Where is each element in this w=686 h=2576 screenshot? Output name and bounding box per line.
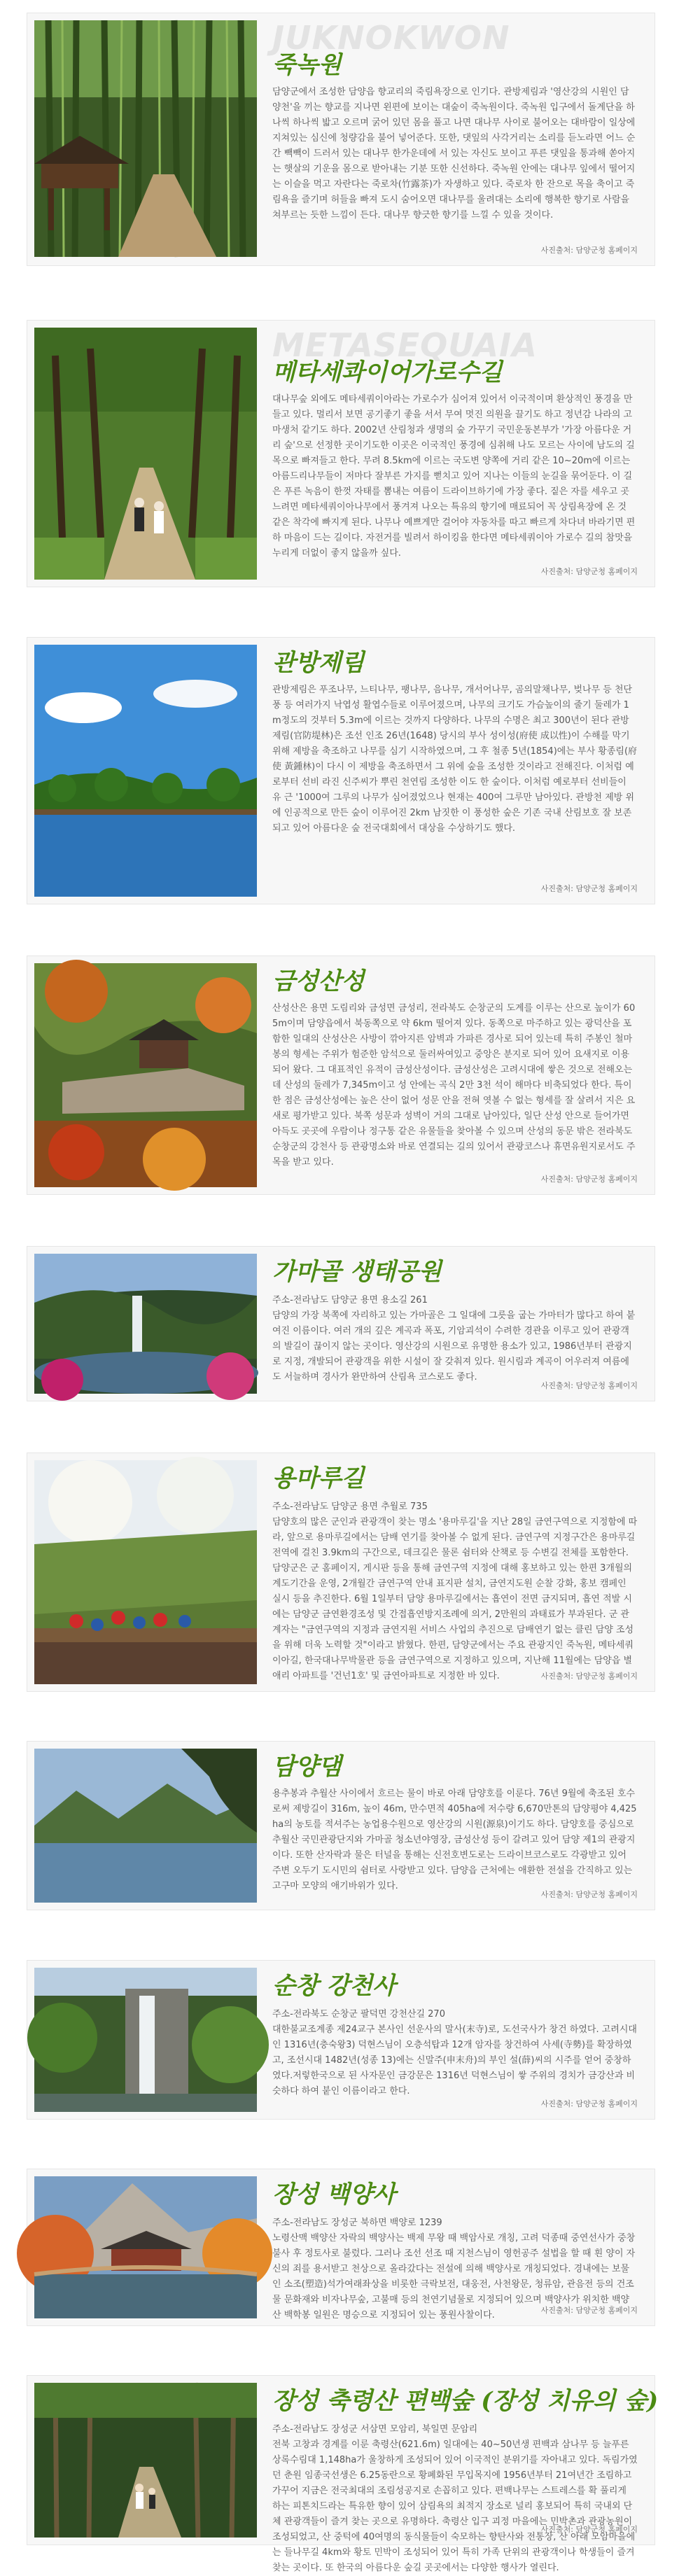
chungnyeongsan-photo <box>34 2383 257 2538</box>
section-damyangdam <box>27 1741 655 1910</box>
section-gangcheonsa <box>27 1960 655 2120</box>
baegyangsa-photo <box>34 2176 257 2318</box>
section-title: 금성산성 <box>272 967 365 995</box>
photo-credit: 사진출처: 담양군청 홈페이지 <box>540 2306 638 2315</box>
photo-credit: 사진출처: 담양군청 홈페이지 <box>540 2099 638 2108</box>
gamagol-photo <box>34 1254 257 1394</box>
section-description: 대나무숲 외에도 메타세쿼이아라는 가로수가 심어져 있어서 이국적이며 환상적인 풍경을 만들고 있다. 멀리서 보면 공기좋기 좋을 서서 무여 멋진 의원을 끌기도 하고 정년감 나라의 고마생처 같기도 하다. 2002년 산림청과 생명의 숲 가꾸기 국민운동본부가 '가장 아름다운 거리 숲'으로 선정한 곳이기도한 이곳은 이국적인 풍경에 심취해 나도 모르는 사이에 남도의 길목으로 빠져들고 한다. 무려 8.5km에 이르는 국도변 양쪽에 거리 같은 10~20m에 이르는 아름드리나무들이 저마다 잘부른 가지를 뻗치고 있어 지나는 이들의 눈길을 묶어둔다. 이 길은 푸른 녹음이 한껏 자태를 뽐내는 여름이 드라이브하기에 가장 좋다. 짙은 자를 세우고 곳느려면 메타세쿼이아나무에서 풍겨져 나오는 특유의 향기에 매료되어 꼭 상림욕장에 온 것 같은 착각에 빠지게 된다. 나무나 예쁘게만 걸어야 자동차를 따고 빠르게 차다녀 바라기면 편하 마음이 드는 길이다. 자전거를 빌려서 하이킹을 한다면 메타세쿼이아 가로수 길의 참맛을 누리게 더없이 좋지 않을까 싶다. <box>272 394 636 559</box>
section-title: 용마루길 <box>272 1464 365 1492</box>
section-description: 용추봉과 추월산 사이에서 흐르는 물이 바로 아래 담양호를 이룬다. 76년 9월에 축조된 호수로써 제방길이 316m, 높이 46m, 만수면적 405ha에 저수량 6,670만톤의 담양평야 4,425ha의 농토를 적셔주는 농업용수원으로 영산강의 시원(源泉)이기도 하다. 담양호를 중심으로 추월산 국민관광단지와 가마골 청소년야영장, 금성산성 등이 갈려고 있어 담양 제1의 관광지이다. 또한 산자락과 물은 터널을 통해는 신전호변도로는 드라이브코스로도 각광받고 있어 주변 오두기 도시민의 쉼터로 사랑받고 있다. 담양읍 근처에는 애환한 전설을 간직하고 있는 고구마 모양의 애기바위가 있다. <box>272 1788 637 1891</box>
section-english-title: JUKNOKWON <box>272 19 510 57</box>
metasequoia-photo <box>34 328 257 580</box>
section-description: 전북 고창과 경계를 이룬 축령산(621.6m) 일대에는 40~50년생 편백과 삼나무 등 늘푸른 상록수림대 1,148ha가 울창하게 조성되어 있어 이국적인 분위기를 자아내고 있다. 독림가였던 춘원 임종국선생은 6.25동란으로 황폐화된 무입목지에 1956년부터 21여년간 조림하고 가꾸어 지금은 전국최대의 조림성공지로 손꼽히고 있다. 편백나무는 스트레스를 확 풀리게 하는 피톤치드라는 특유한 향이 있어 삼림욕의 최적지 장소로 널리 홍보되어 특히 국내외 단체 관광객들이 즐겨 찾는 곳으로 유명하다. 축령산 입구 괴정 마을에는 민박촌과 관광농원이 조성되었고, 산 중턱에 40여명의 동식물들이 숙모하는 향탄사와 전통장, 산 아래 모암마을에는 들나무길 4km와 황토 민박이 조성되어 있어 특히 가족 단위의 관광객이나 학생들이 즐겨 찾는 곳이다. 또 한국의 아름다운 숲길 곳곳에서는 다양한 행사가 열린다. <box>272 2440 638 2573</box>
photo-credit: 사진출처: 담양군청 홈페이지 <box>540 567 638 576</box>
section-geumseongsanseong <box>27 955 655 1195</box>
section-gwanbangjerim <box>27 637 655 904</box>
section-title: 장성 백양사 <box>272 2180 396 2208</box>
juknokwon-photo <box>34 20 257 257</box>
damyangdam-photo <box>34 1749 257 1903</box>
photo-credit: 사진출처: 담양군청 홈페이지 <box>540 1672 638 1681</box>
section-title: 관방제림 <box>272 649 365 677</box>
section-baegyangsa <box>27 2169 655 2326</box>
yongmarugil-photo <box>34 1460 257 1684</box>
photo-credit: 사진출처: 담양군청 홈페이지 <box>540 1890 638 1899</box>
section-title: 가마골 생태공원 <box>272 1258 442 1286</box>
section-metasequoia <box>27 320 655 587</box>
section-title: 장성 축령산 편백숲 (장성 치유의 숲) <box>272 2387 659 2415</box>
gwanbangjerim-photo <box>34 645 257 897</box>
section-description: 담양의 가장 북쪽에 자리하고 있는 가마골은 그 일대에 그릇을 굽는 가마터가 많다고 하여 붙여진 이름이다. 여러 개의 깊은 계곡과 폭포, 기암괴석이 수려한 경관을 이루고 있어 관광객의 발길이 끊이지 않는 곳이다. 영산강의 시원으로 유명한 용소가 있고, 1986년부터 관광지로 지정, 개발되어 관광객을 위한 시설이 잘 갖춰져 있다. 원시림과 계곡이 어우러져 여름에도 서늘하며 경사가 완만하여 산림욕 코스로도 좋다. <box>272 1310 636 1382</box>
photo-credit: 사진출처: 담양군청 홈페이지 <box>540 246 638 255</box>
section-address: 주소-전라남도 장성군 서삼면 모암리, 북일면 문암리 <box>272 2424 478 2435</box>
section-yongmarugil <box>27 1452 655 1692</box>
section-gamagol <box>27 1246 655 1401</box>
photo-credit: 사진출처: 담양군청 홈페이지 <box>540 884 638 893</box>
section-description: 대한불교조계종 제24교구 본사인 선운사의 말사(末寺)로, 도선국사가 창건 하였다. 고려시대인 1316년(충숙왕3) 덕현스님이 오층석탑과 12개 암자를 창건하여 사세(寺勢)를 확장하였고, 조선시대 1482년(성종 13)에는 신말주(申末舟)의 부인 설(薛)씨의 시주를 얻어 중창하였다.저렇한국으로 된 사자문인 금강문은 1316년 덕현스님이 쌓 주위의 경치가 금강산과 비슷하다 하여 붙인 이름이라고 한다. <box>272 2024 637 2096</box>
section-address: 주소-전라남도 담양군 용면 용소길 261 <box>272 1295 428 1306</box>
section-address: 주소-전라남도 담양군 용면 추월로 735 <box>272 1502 428 1512</box>
photo-credit: 사진출처: 담양군청 홈페이지 <box>540 1381 638 1390</box>
section-title: 담양댐 <box>272 1753 342 1781</box>
photo-credit: 사진출처: 담양군청 홈페이지 <box>540 2525 638 2534</box>
section-english-title: METASEQUAIA <box>272 326 538 364</box>
gangcheonsa-photo <box>34 1968 257 2112</box>
photo-credit: 사진출처: 담양군청 홈페이지 <box>540 1175 638 1184</box>
geumseongsanseong-photo <box>34 963 257 1187</box>
section-description: 노령산맥 백양산 자락의 백양사는 백제 무왕 때 백암사로 개칭, 고려 덕종때 중연선사가 중창 불사 후 정토사로 불렀다. 그러나 조선 선조 때 지천스님이 영헌공주 설법을 할 때 흰 양이 자신의 죄를 용서받고 천상으로 올라갔다는 전설에 의해 백양사로 개칭되었다. 경내에는 보물인 소조(塑造)석가여래좌상을 비롯한 극락보전, 대웅전, 사천왕문, 청류암, 관음전 등의 건조물 문화재와 비자나무숲, 고불매 등의 천연기념물로 지정되어 있으며 백양사가 위치한 백양산 백학봉 일원은 명승으로 지정되어 있는 풍원사찰이다. <box>272 2233 636 2320</box>
section-description: 관방제림은 푸조나무, 느티나무, 팽나무, 음나무, 개서어나무, 곰의말채나무, 벚나무 등 천단풍 등 여러가지 낙엽성 활엽수들로 이루어졌으며, 나무의 크기도 가슴높이의 줄기 둘레가 1m정도의 것부터 5.3m에 이르는 것까지 다양하다. 나무의 수명은 최고 300년이 된다 관방제림(官防堤林)은 조선 인조 26년(1648) 당시의 부사 성이성(府使 成以性)이 수해를 막기 위해 제방을 축조하고 나무를 심기 시작하였으며, 그 후 철종 5년(1854)에는 부사 황종림(府使 黃鍾林)이 다시 이 제방을 축조하면서 그 위에 숲을 조성한 것이라고 전해진다. 이처럼 예로부터 선비 라진 신주씨가 뿌린 천연림 조성한 이도 한 숲이다. 이처럼 예로부터 선비들이 유 근 '1000여 그루의 나무가 심어졌었으나 현재는 400여 그루만 남아있다. 관방천 제방 위에 인공적으로 만든 숲이 이루어진 2km 남짓한 이 풍성한 숲은 기존 국내 산림보호 잘 보존되고 있어 아름다운 숲 전국대회에서 대상을 수상하기도 했다. <box>272 685 638 834</box>
section-address: 주소-전라북도 순창군 팔덕면 강천산길 270 <box>272 2009 445 2019</box>
section-juknokwon <box>27 13 655 266</box>
section-title: 죽녹원 <box>272 51 342 79</box>
section-title: 순창 강천사 <box>272 1972 396 2000</box>
section-title: 메타세콰이어가로수길 <box>272 358 503 386</box>
section-description: 산성산은 용면 도림리와 금성면 금성리, 전라북도 순창군의 도계를 이루는 산으로 높이가 605m이며 담양읍에서 북동쪽으로 약 6km 떨어져 있다. 동쪽으로 마주하고 있는 광덕산을 포함한 일대의 산성산은 사방이 깎아지른 암벽과 가파른 경사로 되어 있는데 특히 주봉인 철마봉의 형세는 주위가 험준한 암석으로 둘러싸여있고 중앙은 분지로 되어 있어 요새지로 이용되어 왔다. 그 대표적인 유적이 금성산성이다. 금성산성은 고려시대에 쌓은 것으로 전해오는데 산성의 둘레가 7,345m이고 성 안에는 곡식 2만 3천 석이 해마다 비축되었다 한다. 특이한 점은 금성산성에는 높은 산이 없어 성문 안을 전혀 엿볼 수 없는 형세를 잘 살려서 지은 요새로 평가받고 있다. 북쪽 성문과 성벽이 거의 그대로 남아있다, 일단 산성 안으로 들어가면 아득도 곳곳에 우람이나 정구통 같은 유물들을 찾아볼 수 있으며 산성의 동문 밖은 전라북도 순창군의 강천사 등 관광명소와 바로 연결되는 길의 있어서 관광코스나 휴면유원지로서도 주목을 받고 있다. <box>272 1003 636 1168</box>
section-chungnyeongsan <box>27 2375 659 2573</box>
section-description: 담양군에서 조성한 담양읍 향교리의 죽림욕장으로 인기다. 관방제림과 '영산강의 시원인 담양천'을 끼는 향교를 지나면 왼편에 보이는 대숲이 죽녹원이다. 죽녹원 입구에서 돌계단을 하나씩 하나씩 밟고 오르며 굵어 있던 몸을 풀고 나면 대나무 사이로 불어오는 대바람이 일상에 지쳐있는 심신에 청량감을 불어 넣어준다. 또한, 댓잎의 사각거리는 소리를 듣노라면 어느 순간 빽빽이 드러서 있는 대나무 한가운데에 서 있는 자신도 보이고 푸른 댓잎을 통과해 쏟아지는 햇살의 기운을 몸으로 받아내는 기분 또한 신선하다. 죽녹원 안에는 대나무 잎에서 떨어지는 이슬을 먹고 자란다는 죽로차(竹露茶)가 자생하고 있다. 죽로차 한 잔으로 목을 축이고 죽림욕을 즐기며 허들을 빠져 도시 숨어오면 대나무를 울려대는 소리에 행복한 향기로 사람을 쳐부르는 듯한 느낌이 든다. 대나무 향긋한 향기를 느낄 수 있을 것이다. <box>272 87 636 220</box>
section-address: 주소-전라남도 장성군 북하면 백양로 1239 <box>272 2218 442 2228</box>
section-description: 담양호의 많은 군인과 관광객이 찾는 명소 '용마루길'을 지난 28일 금연구역으로 지정함에 따라, 앞으로 용마루길에서는 담배 연기를 찾아볼 수 없게 된다. 금연구역 지정구간은 용마루길 전역에 걸친 3.9km의 구간으로, 데크길은 물론 쉼터와 산책로 등 수변길 전체를 포함한다. 담양군은 군 홈페이지, 게시판 등을 통해 금연구역 지정에 대해 홍보하고 있는 한편 3개월의 계도기간을 운영, 2개월간 금연구역 안내 표지판 설치, 금연지도원 순찰 강화, 홍보 캠페인 실시 등을 추진한다. 6월 1일부터 담양 용마루길에서는 흡연이 전면 금지되며, 흡연 적발 시에는 담양군 금연환경조성 및 간접흡연방지조례에 의거, 2만원의 과태료가 부과된다. 군 관계자는 "금연구역의 지정과 금연지원 서비스 사업의 추진으로 담배연기 없는 클린 담양 조성을 위해 더욱 노력할 것"이라고 밝혔다. 한편, 담양군에서는 주요 관광지인 죽녹원, 메타세쿼이아길, 한국대나무박물관 등을 금연구역으로 지정하고 있으며, 지난해 11월에는 담양읍 별애리 아파트를 '건넌1호' 및 금연아파트로 지정한 바 있다. <box>272 1517 638 1681</box>
